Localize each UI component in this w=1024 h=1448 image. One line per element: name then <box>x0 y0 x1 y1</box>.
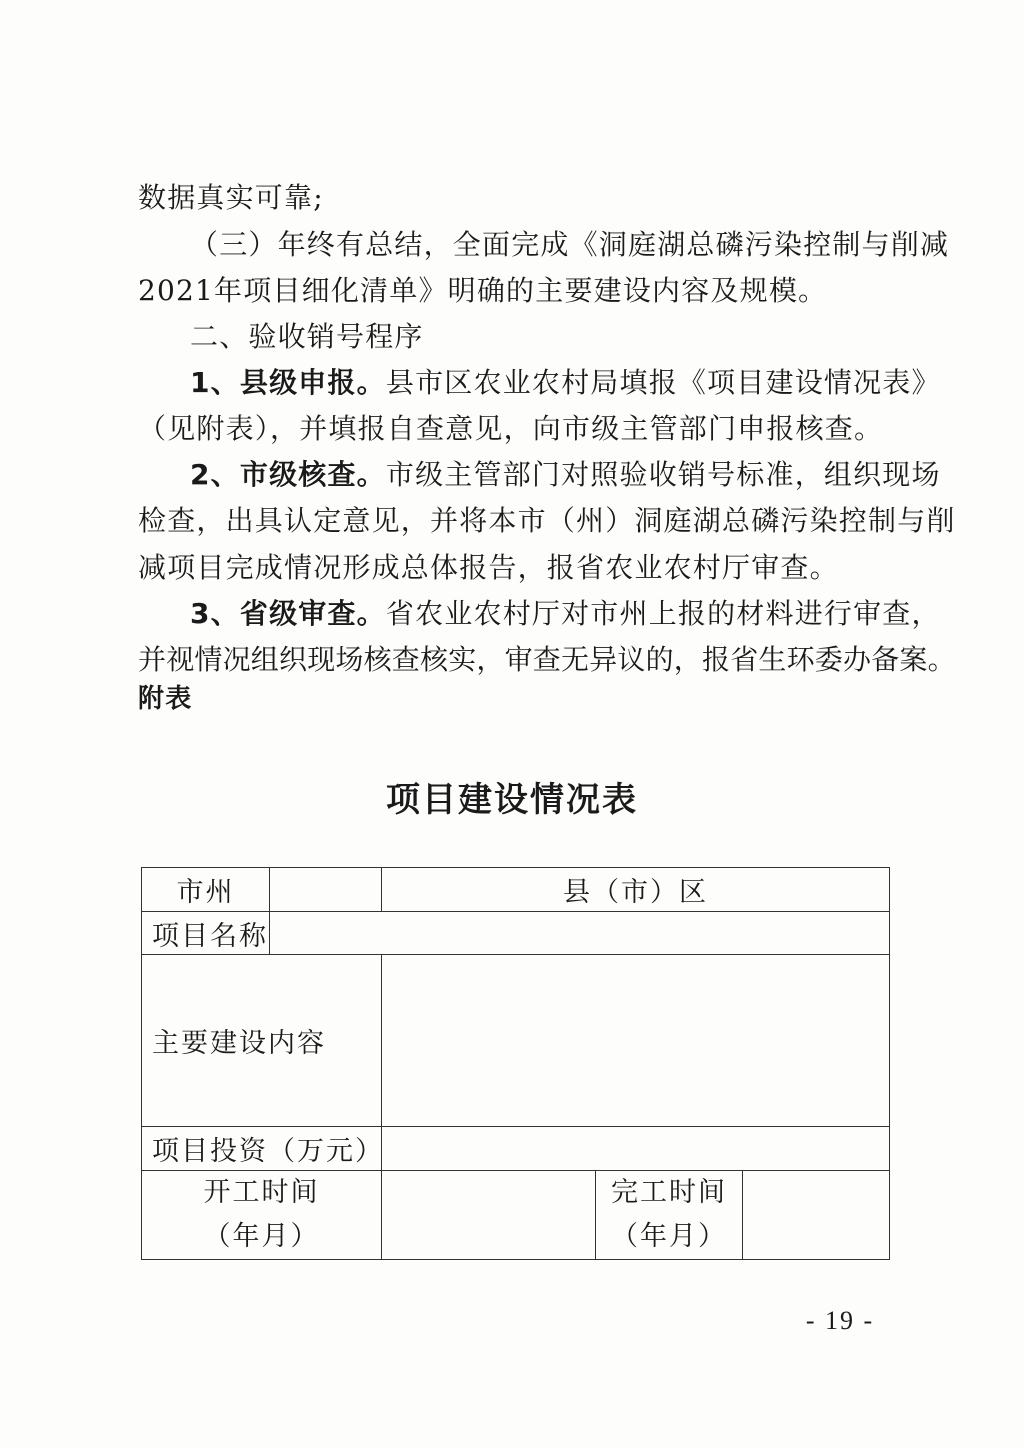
procedure-item-text: 县市区农业农村局填报《项目建设情况表》 <box>385 366 941 399</box>
table-row <box>142 955 890 1127</box>
county-label-cell: 县（市）区 <box>382 868 890 912</box>
end-time-label: 完工时间 <box>611 1177 727 1208</box>
table-row <box>142 1171 890 1260</box>
procedure-item-text: 省农业农村厅对市州上报的材料进行审查， <box>385 597 941 630</box>
body-line: 并视情况组织现场核查核实，审查无异议的，报省生环委办备案。 <box>138 643 956 676</box>
body-line: （三）年终有总结，全面完成《洞庭湖总磷污染控制与削减 <box>190 228 950 261</box>
start-time-label-cell <box>142 1171 382 1260</box>
content-input-cell[interactable] <box>382 955 890 1127</box>
attachment-label: 附表 <box>138 684 193 714</box>
end-time-label-cell <box>596 1171 743 1260</box>
procedure-item-title: 3、省级审查。 <box>190 597 386 630</box>
start-time-input-cell[interactable] <box>382 1171 596 1260</box>
end-time-input-cell[interactable] <box>743 1171 890 1260</box>
project-form-table <box>141 867 890 1260</box>
city-label-cell: 市州 <box>142 868 270 912</box>
city-input-cell[interactable] <box>270 868 382 912</box>
table-row <box>142 868 890 912</box>
body-line: 检查，出具认定意见，并将本市（州）洞庭湖总磷污染控制与削 <box>138 504 956 537</box>
content-label-cell: 主要建设内容 <box>142 955 382 1127</box>
page-number: - 19 - <box>805 1306 875 1335</box>
start-time-label: 开工时间 <box>203 1177 320 1208</box>
start-time-unit: （年月） <box>203 1221 320 1252</box>
project-name-input-cell[interactable] <box>270 912 890 955</box>
form-title: 项目建设情况表 <box>386 780 638 820</box>
investment-label-cell: 项目投资（万元） <box>142 1127 382 1171</box>
project-name-label-cell: 项目名称 <box>142 912 270 955</box>
table-row <box>142 912 890 955</box>
table-row <box>142 1127 890 1171</box>
body-line: 数据真实可靠; <box>138 181 324 214</box>
section-heading: 二、验收销号程序 <box>190 320 424 353</box>
procedure-item-title: 1、县级申报。 <box>190 366 386 399</box>
body-line: （见附表），并填报自查意见，向市级主管部门申报核查。 <box>138 412 884 445</box>
end-time-unit: （年月） <box>611 1221 727 1252</box>
procedure-item-text: 市级主管部门对照验收销号标准，组织现场 <box>385 458 941 491</box>
investment-input-cell[interactable] <box>382 1127 890 1171</box>
procedure-item-title: 2、市级核查。 <box>190 458 386 491</box>
body-line: 2021年项目细化清单》明确的主要建设内容及规模。 <box>138 274 828 307</box>
procedure-item-1 <box>190 363 941 403</box>
procedure-item-3 <box>190 594 941 634</box>
body-line: 减项目完成情况形成总体报告，报省农业农村厅审查。 <box>138 551 839 584</box>
procedure-item-2 <box>190 455 941 495</box>
